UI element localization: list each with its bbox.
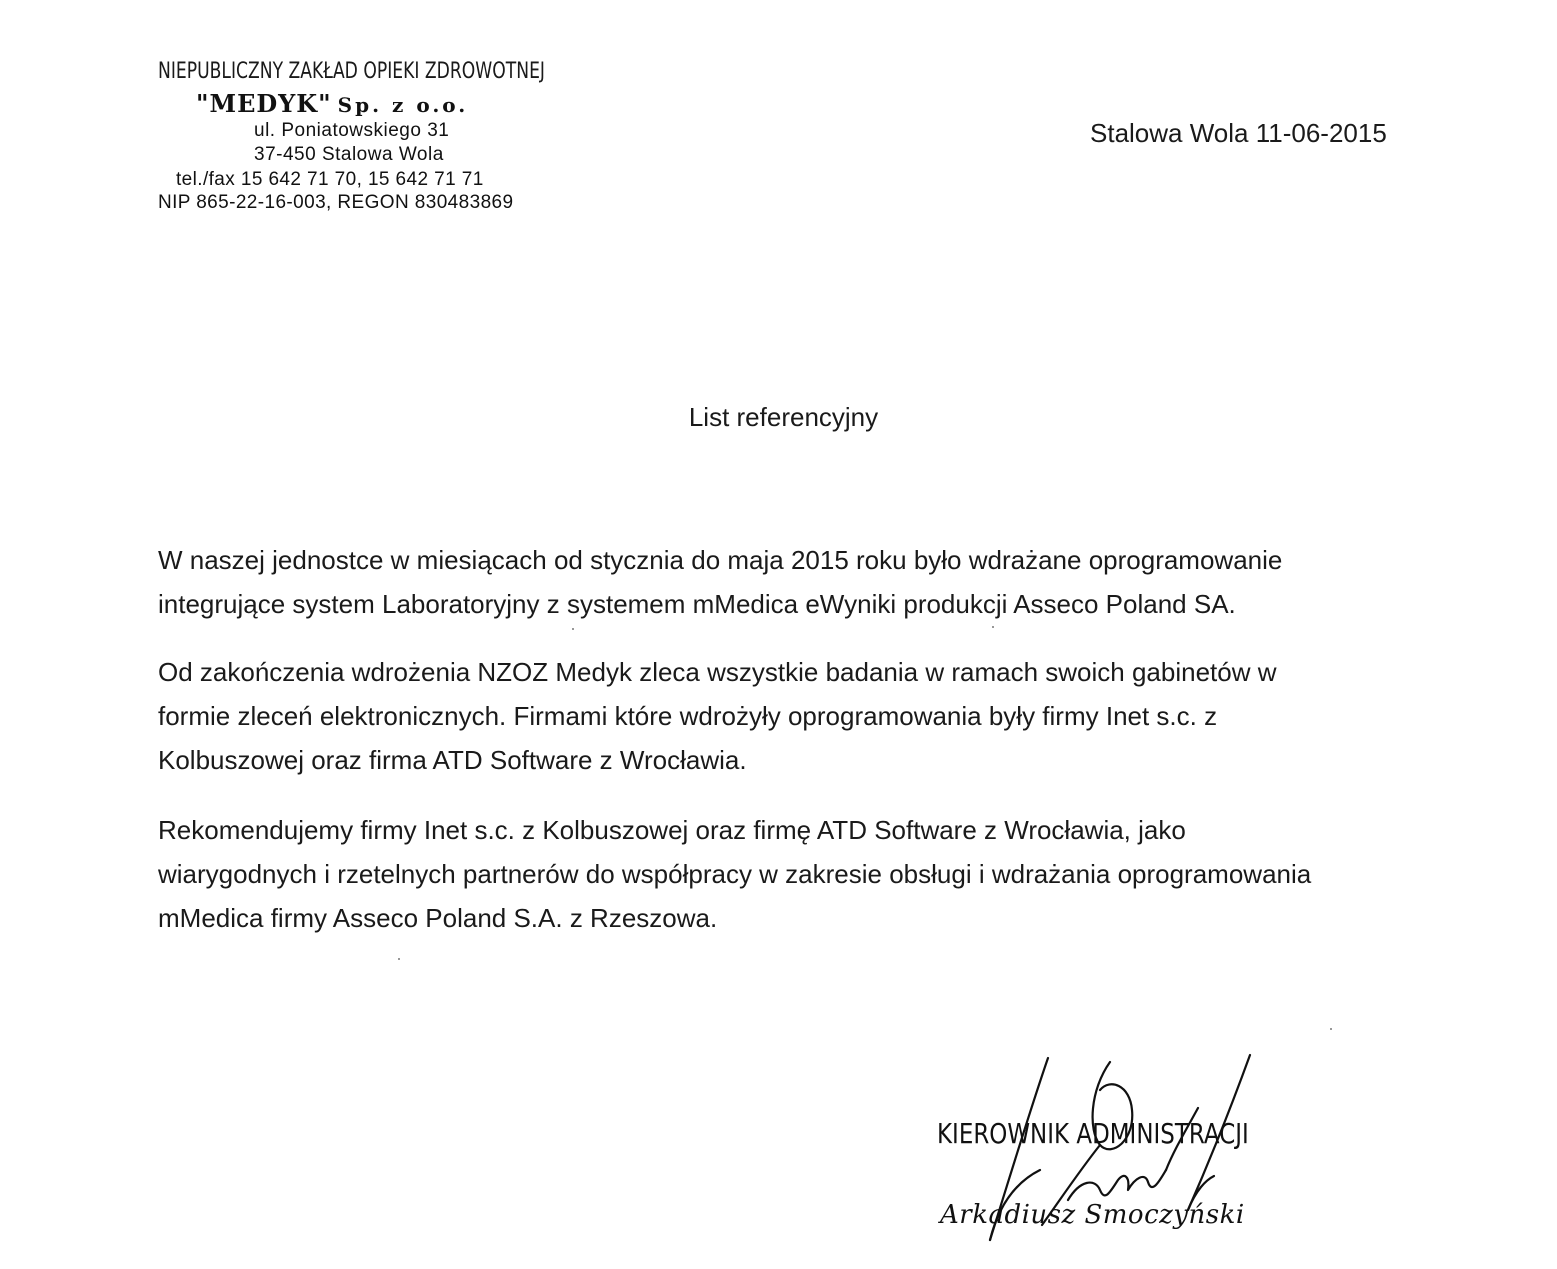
paragraph-line: integrujące system Laboratoryjny z systemem mMedica eWyniki produkcji Asseco Poland SA. [158, 589, 1236, 619]
stamp-ids: NIP 865-22-16-003, REGON 830483869 [158, 192, 514, 213]
paragraph-line: Kolbuszowej oraz firma ATD Software z Wrocławia. [158, 745, 747, 775]
signatory-position: KIEROWNIK ADMINISTRACJI [937, 1117, 1249, 1150]
paragraph-line: formie zleceń elektronicznych. Firmami które wdrożyły oprogramowania były firmy Inet s.c. z [158, 701, 1218, 731]
stamp-company-name [196, 89, 468, 118]
signatory-name: Arkadiusz Smoczyński [940, 1200, 1245, 1230]
stamp-phone: tel./fax 15 642 71 70, 15 642 71 71 [176, 169, 484, 190]
handwritten-signature [960, 1050, 1260, 1250]
paragraph-line: mMedica firmy Asseco Poland S.A. z Rzeszowa. [158, 903, 718, 933]
letter-date: Stalowa Wola 11-06-2015 [1090, 118, 1387, 148]
stamp-institution-line: NIEPUBLICZNY ZAKŁAD OPIEKI ZDROWOTNEJ [158, 59, 545, 84]
stamp-company-suffix: Sp. z o.o. [337, 93, 469, 117]
stamp-street: ul. Poniatowskiego 31 [254, 120, 450, 141]
paragraph-line: wiarygodnych i rzetelnych partnerów do współpracy w zakresie obsługi i wdrażania oprogramowania [158, 859, 1312, 889]
body-paragraph-3 [158, 808, 1438, 940]
body-paragraph-1 [158, 538, 1438, 626]
scan-speck [398, 958, 400, 960]
scan-speck [1330, 1028, 1332, 1030]
body-paragraph-2 [158, 650, 1438, 782]
stamp-city: 37-450 Stalowa Wola [254, 144, 444, 165]
letter-title: List referencyjny [688, 402, 879, 432]
scan-speck [992, 626, 994, 628]
paragraph-line: Rekomendujemy firmy Inet s.c. z Kolbuszowej oraz firmę ATD Software z Wrocławia, jako [158, 815, 1186, 845]
stamp-company: "MEDYK" [196, 89, 332, 118]
paragraph-line: Od zakończenia wdrożenia NZOZ Medyk zleca wszystkie badania w ramach swoich gabinetów w [158, 657, 1277, 687]
scan-speck [572, 628, 574, 630]
paragraph-line: W naszej jednostce w miesiącach od stycznia do maja 2015 roku było wdrażane oprogramowanie [158, 545, 1283, 575]
